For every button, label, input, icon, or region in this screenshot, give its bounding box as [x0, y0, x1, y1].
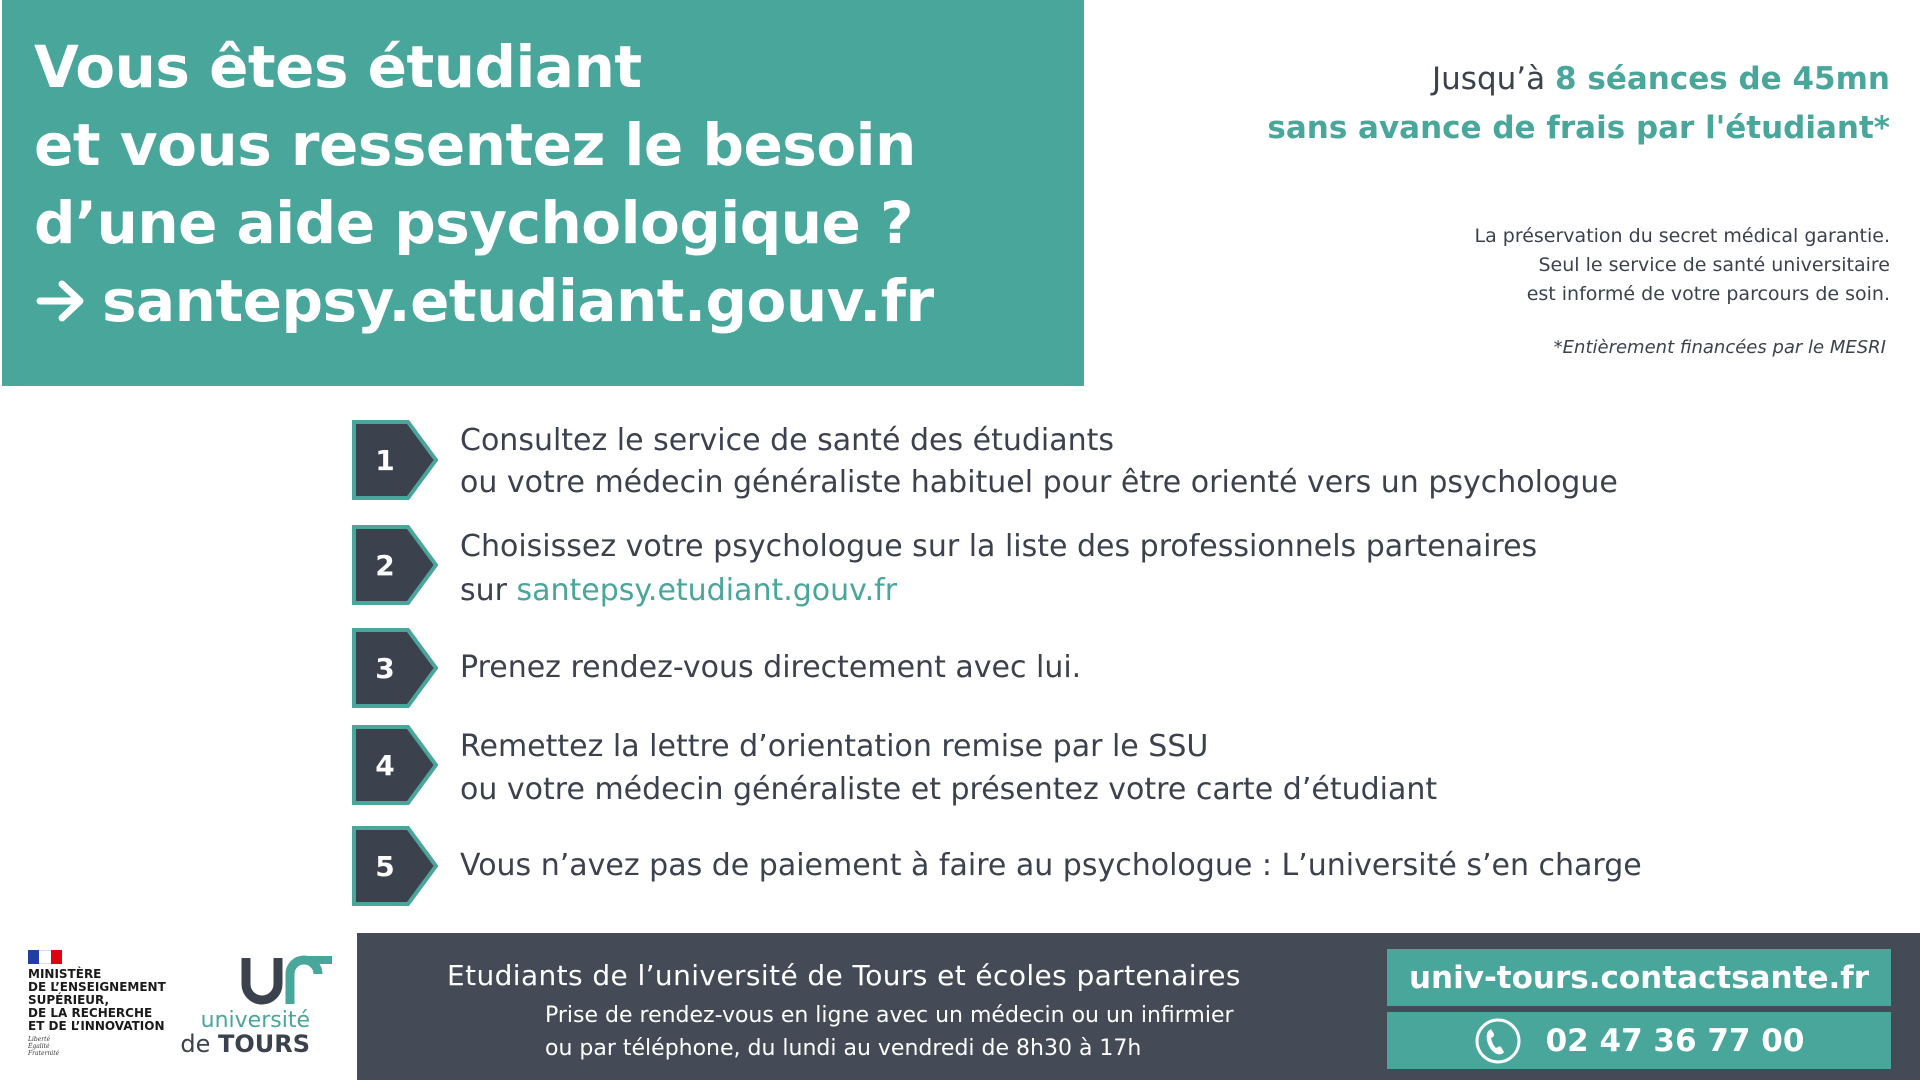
- step-line-1: Prenez rendez-vous directement avec lui.: [460, 650, 1082, 685]
- step-text: [460, 420, 1618, 504]
- hero-line-1: Vous êtes étudiant: [34, 33, 642, 101]
- step-number: 2: [375, 548, 395, 582]
- step-2: [352, 525, 1652, 608]
- step-line-2: ou votre médecin généraliste habituel pour être orienté vers un psychologue: [460, 465, 1618, 500]
- footer-sub-line-1: Prise de rendez-vous en ligne avec un médecin ou un infirmier: [545, 1003, 1234, 1028]
- university-name-prefix: de: [180, 1030, 218, 1058]
- step-line-2-prefix: sur: [460, 573, 517, 608]
- step-1: [352, 420, 1652, 500]
- contact-url-label: univ-tours.contactsante.fr: [1408, 959, 1870, 996]
- privacy-line-2: Seul le service de santé universitaire: [1538, 254, 1890, 276]
- offer-prefix: Jusqu’à: [1432, 61, 1555, 97]
- step-number: 5: [375, 849, 395, 883]
- phone-number: 02 47 36 77 00: [1545, 1022, 1805, 1059]
- university-name: [180, 1032, 310, 1056]
- offer-highlight: 8 séances de 45mn: [1555, 61, 1890, 97]
- ministry-name: MINISTÈRE DE L’ENSEIGNEMENT SUPÉRIEUR, DE LA RECHERCHE ET DE L’INNOVATION: [28, 967, 166, 1033]
- step-number: 4: [375, 748, 395, 782]
- phone-icon: [1474, 1017, 1522, 1065]
- step-text: [460, 725, 1437, 811]
- footer-title: Etudiants de l’université de Tours et écoles partenaires: [447, 959, 1241, 992]
- footer-sub-line-2: ou par téléphone, du lundi au vendredi de 8h30 à 17h: [545, 1036, 1142, 1061]
- offer-line-2: sans avance de frais par l'étudiant*: [1267, 110, 1890, 146]
- university-name-bold: TOURS: [217, 1030, 310, 1058]
- hero-line-2: et vous ressentez le besoin: [34, 111, 916, 179]
- university-tours-logo: [180, 950, 350, 1056]
- hero-line-3: d’une aide psychologique ?: [34, 189, 914, 257]
- step-line-1: Remettez la lettre d’orientation remise par le SSU: [460, 729, 1209, 764]
- contact-url-button[interactable]: [1387, 949, 1891, 1006]
- hero-url-line[interactable]: [34, 262, 1084, 340]
- step-5: [352, 826, 1652, 906]
- offer-block: [1267, 55, 1890, 153]
- university-label: université: [200, 1008, 310, 1033]
- step-line-1: Choisissez votre psychologue sur la liste des professionnels partenaires: [460, 529, 1538, 564]
- step-line-2: ou votre médecin généraliste et présentez votre carte d’étudiant: [460, 772, 1438, 807]
- university-monogram-icon: [240, 950, 336, 1008]
- french-flag-icon: [28, 950, 62, 964]
- step-text: [460, 845, 1642, 887]
- step-4: [352, 725, 1652, 805]
- arrow-right-icon: [34, 273, 90, 329]
- step-text: [460, 647, 1081, 689]
- step-line-2: [460, 569, 1537, 613]
- privacy-note: [1475, 222, 1891, 309]
- footer-subtitle: [545, 999, 1234, 1065]
- ministry-motto: Liberté Égalité Fraternité: [28, 1036, 60, 1057]
- step-3: [352, 628, 1652, 708]
- privacy-line-3: est informé de votre parcours de soin.: [1526, 283, 1890, 305]
- funding-note: *Entièrement financées par le MESRI: [1553, 337, 1886, 358]
- step-number: 1: [375, 443, 395, 477]
- step-line-1: Consultez le service de santé des étudiants: [460, 423, 1115, 458]
- phone-button[interactable]: [1387, 1012, 1891, 1069]
- hero-banner: [2, 0, 1084, 386]
- step-line-1: Vous n’avez pas de paiement à faire au psychologue : L’université s’en charge: [460, 848, 1642, 883]
- hero-url-link[interactable]: santepsy.etudiant.gouv.fr: [102, 267, 934, 335]
- santepsy-link[interactable]: santepsy.etudiant.gouv.fr: [516, 573, 898, 608]
- footer-banner: [357, 933, 1920, 1080]
- ministry-logo: [28, 950, 178, 1057]
- privacy-line-1: La préservation du secret médical garantie.: [1474, 225, 1890, 247]
- step-number: 3: [375, 651, 395, 685]
- step-text: [460, 525, 1537, 613]
